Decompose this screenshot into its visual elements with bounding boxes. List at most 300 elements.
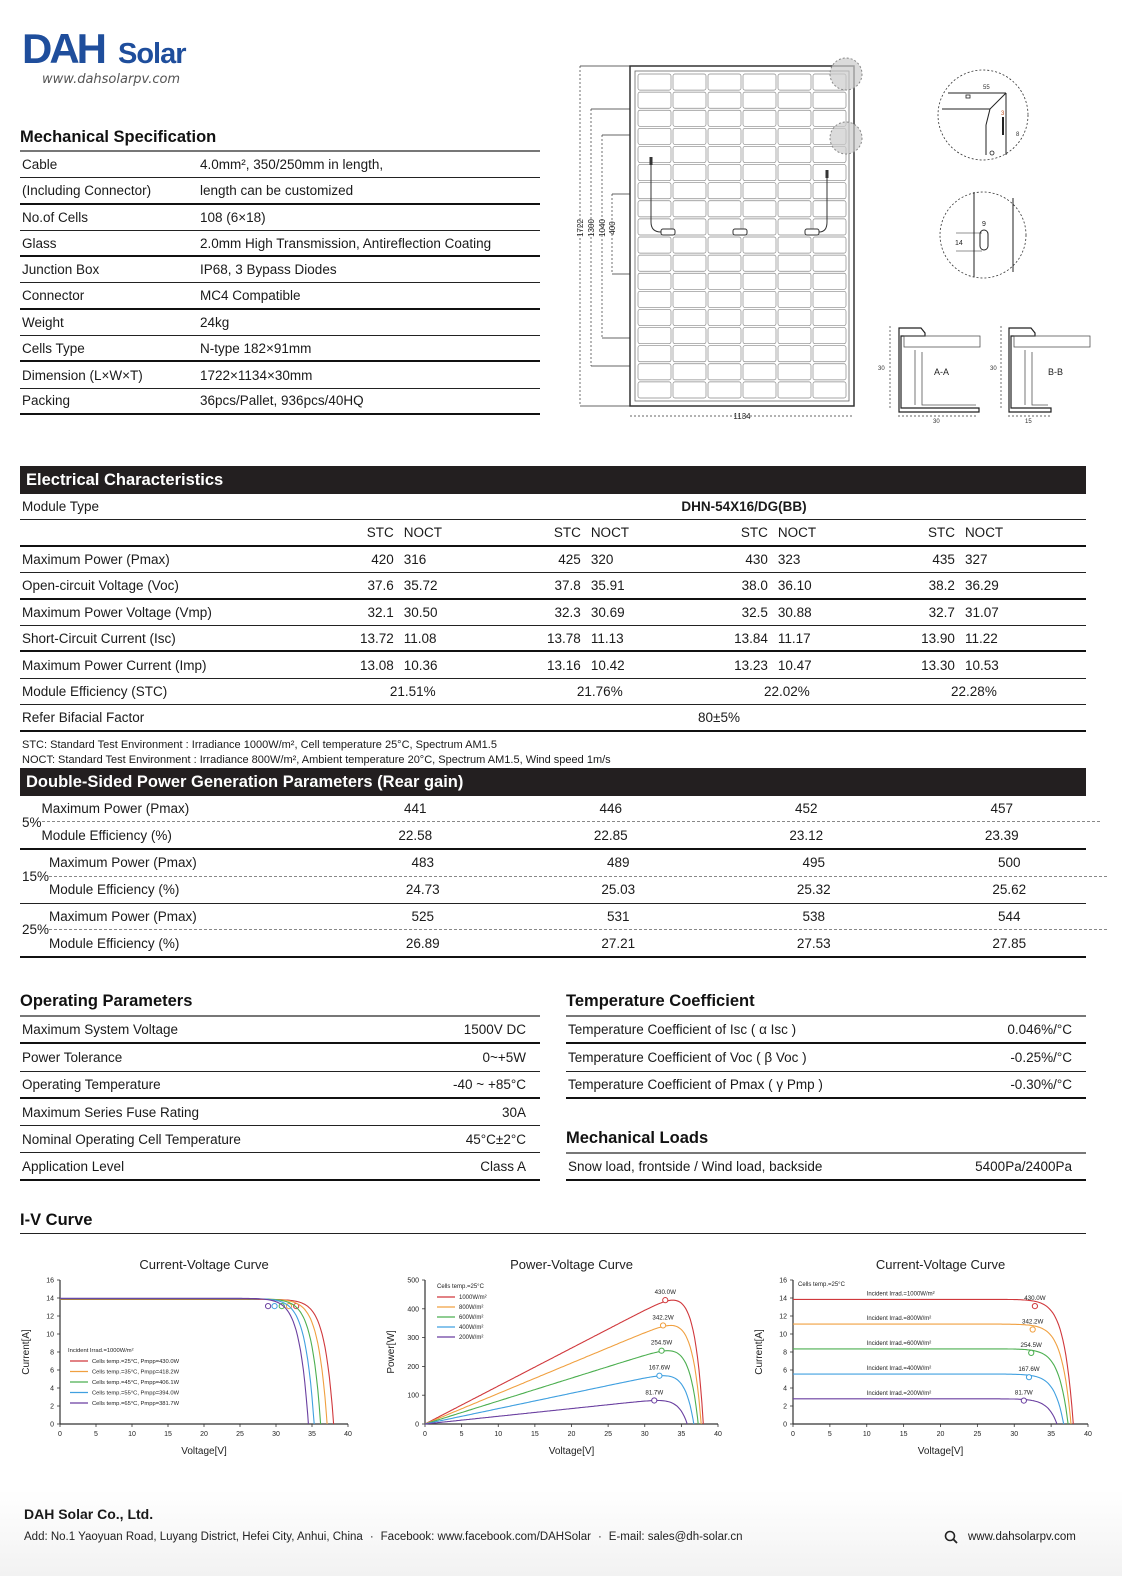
rear-gain-power-label: Maximum Power (Pmax) [49, 908, 197, 924]
y-tick-label: 12 [46, 1313, 54, 1321]
y-tick-label: 100 [407, 1392, 419, 1400]
mpp-marker [1021, 1398, 1026, 1403]
x-tick-label: 0 [423, 1431, 427, 1438]
panel-cell [778, 237, 811, 253]
panel-cell [708, 309, 741, 325]
efficiency-row [20, 679, 1086, 705]
x-tick-label: 15 [899, 1431, 908, 1438]
mpp-marker [660, 1323, 665, 1328]
chart-title: Power-Voltage Curve [510, 1257, 633, 1272]
panel-cell [638, 165, 671, 181]
rear-gain-eff-label: Module Efficiency (%) [41, 827, 172, 843]
panel-cell [778, 128, 811, 144]
stc-header: STC [927, 525, 955, 541]
module-type-label: Module Type [22, 499, 100, 515]
x-tick-label: 35 [677, 1431, 686, 1438]
panel-cell [743, 92, 776, 108]
param-row [20, 1044, 540, 1071]
panel-cell [743, 255, 776, 271]
x-tick-label: 5 [827, 1431, 832, 1438]
y-tick-label: 16 [46, 1277, 54, 1285]
stc-value: 38.2 [928, 577, 955, 593]
stc-value: 32.3 [554, 604, 581, 620]
efficiency-value: 21.76% [576, 683, 623, 699]
mech-spec-row [20, 231, 540, 257]
stc-header: STC [366, 525, 394, 541]
panel-cell [708, 291, 741, 307]
rear-gain-percent: 15% [22, 869, 50, 885]
x-tick-label: 20 [200, 1431, 208, 1438]
frame-detail-drawings [870, 60, 1100, 430]
y-axis-label: Current[A] [754, 1329, 765, 1375]
stc-value: 32.1 [367, 604, 394, 620]
loads-title: Mechanical Loads [566, 1127, 1086, 1154]
panel-cell [778, 273, 811, 289]
stc-value: 13.30 [921, 657, 955, 673]
rear-gain-power-value: 495 [802, 855, 826, 871]
panel-cell [778, 382, 811, 398]
x-tick-label: 20 [936, 1431, 945, 1438]
panel-cell [673, 364, 706, 380]
panel-cell [778, 291, 811, 307]
panel-cell [743, 110, 776, 126]
operating-parameters [20, 990, 540, 1181]
rear-gain-eff-value: 25.03 [601, 882, 636, 898]
param-key: Nominal Operating Cell Temperature [22, 1131, 241, 1147]
x-tick-label: 30 [1010, 1431, 1019, 1438]
param-value: 0~+5W [482, 1049, 526, 1065]
temperature-coefficient [566, 990, 1086, 1099]
mech-spec-value: MC4 Compatible [200, 288, 301, 304]
rear-gain-power-value: 452 [795, 801, 818, 817]
rear-gain-eff-row [49, 930, 1107, 956]
rear-gain-power-value: 457 [990, 801, 1014, 817]
rear-gain-eff-value: 27.21 [601, 935, 636, 951]
rear-gain-power-value: 544 [998, 908, 1021, 924]
x-tick-label: 40 [1084, 1431, 1092, 1438]
stc-value: 32.7 [928, 604, 955, 620]
stc-value: 38.0 [741, 577, 768, 593]
noct-header: NOCT [777, 525, 817, 541]
mpp-marker [1029, 1350, 1034, 1355]
section-aa [878, 326, 980, 425]
logo-suffix: Solar [118, 38, 186, 70]
bb-height: 30 [990, 366, 997, 372]
stc-value: 32.5 [741, 604, 768, 620]
rear-gain-power-value: 531 [607, 908, 630, 924]
x-tick-label: 25 [973, 1431, 982, 1438]
noct-value: 11.13 [590, 630, 624, 646]
panel-drawing [560, 52, 890, 432]
panel-cell [778, 201, 811, 217]
panel-cell [708, 255, 741, 271]
rear-gain-power-row [49, 904, 1107, 930]
rear-gain-power-value: 483 [411, 855, 435, 871]
website-link[interactable]: www.dahsolarpv.com [944, 1530, 1076, 1544]
mpp-marker [659, 1348, 664, 1353]
bifacial-label: Refer Bifacial Factor [22, 709, 145, 725]
mech-spec-key: Cable [22, 157, 58, 173]
stc-value: 13.08 [359, 657, 394, 673]
panel-cell [638, 74, 671, 90]
efficiency-value: 22.28% [951, 683, 997, 699]
noct-value: 35.91 [590, 577, 625, 593]
rear-gain-eff-value: 27.53 [796, 935, 831, 951]
series-label: Incident Irrad.=1000W/m² [866, 1291, 935, 1298]
electrical-title: Electrical Characteristics [20, 466, 1086, 494]
panel-cell [638, 328, 671, 344]
x-axis-label: Voltage[V] [548, 1446, 595, 1457]
corner-detail [938, 70, 1028, 160]
mech-spec-row [20, 178, 540, 204]
mpp-label: 167.6W [648, 1364, 671, 1372]
x-tick-label: 35 [308, 1431, 316, 1438]
panel-cell [813, 201, 846, 217]
y-tick-label: 10 [46, 1331, 54, 1339]
y-tick-label: 500 [407, 1277, 419, 1285]
junction-box [805, 229, 819, 235]
panel-cell [743, 165, 776, 181]
bb-width: 15 [1025, 419, 1032, 425]
y-axis-label: Power[W] [386, 1330, 397, 1374]
mech-spec-key: Packing [22, 393, 71, 409]
mpp-marker [657, 1373, 662, 1378]
mech-spec-key: Junction Box [22, 262, 100, 278]
mpp-marker [272, 1304, 277, 1309]
mech-spec-value: 108 (6×18) [200, 209, 266, 225]
panel-cell [673, 110, 706, 126]
panel-cell [708, 382, 741, 398]
electrical-label: Maximum Power (Pmax) [22, 551, 170, 567]
panel-cell [813, 309, 846, 325]
mpp-label: 430.0W [654, 1289, 676, 1297]
temperature-title: Temperature Coefficient [566, 990, 1086, 1017]
panel-cell [638, 273, 671, 289]
address: Add: No.1 Yaoyuan Road, Luyang District, Hefei City, Anhui, China [24, 1531, 363, 1543]
stc-value: 435 [932, 551, 955, 567]
param-row [566, 1154, 1086, 1181]
rear-gain-power-label: Maximum Power (Pmax) [49, 855, 197, 871]
email-link[interactable]: E-mail: sales@dh-solar.cn [608, 1531, 743, 1543]
mech-spec-value: 24kg [200, 314, 230, 330]
noct-value: 30.88 [777, 604, 812, 620]
noct-value: 30.69 [590, 604, 625, 620]
noct-header: NOCT [403, 525, 442, 541]
panel-cell [813, 273, 846, 289]
y-tick-label: 2 [50, 1403, 54, 1411]
mech-spec-row [20, 310, 540, 336]
bifacial-row [20, 705, 1086, 731]
electrical-row [20, 626, 1086, 652]
series-line [793, 1399, 1057, 1424]
rear-gain-eff-label: Module Efficiency (%) [49, 882, 180, 898]
series-label: Incident Irrad.=200W/m² [866, 1390, 932, 1397]
chart-title: Current-Voltage Curve [139, 1257, 269, 1272]
param-value: 45°C±2°C [465, 1131, 526, 1147]
x-tick-label: 20 [567, 1431, 576, 1438]
stc-value: 430 [745, 551, 768, 567]
module-type-row [20, 494, 1086, 520]
mpp-label: 254.5W [650, 1339, 673, 1347]
stc-header: STC [553, 525, 581, 541]
y-tick-label: 400 [407, 1306, 419, 1314]
panel-cell [673, 291, 706, 307]
x-tick-label: 35 [1047, 1431, 1056, 1438]
panel-cell [708, 74, 741, 90]
panel-cell [638, 364, 671, 380]
stc-value: 37.6 [367, 577, 394, 593]
series-label: Incident Irrad.=600W/m² [866, 1340, 932, 1347]
electrical-row [20, 600, 1086, 626]
legend-entry: 800W/m² [459, 1305, 484, 1311]
y-tick-label: 8 [783, 1349, 787, 1357]
panel-cell [638, 382, 671, 398]
hole-detail [940, 192, 1026, 278]
panel-cell [743, 201, 776, 217]
panel-cell [708, 165, 741, 181]
panel-cell [673, 309, 706, 325]
x-tick-label: 30 [640, 1431, 649, 1438]
param-value: 30A [501, 1104, 526, 1120]
efficiency-value: 22.02% [763, 683, 810, 699]
mpp-label: 167.6W [1018, 1366, 1040, 1374]
chart-iv-irradiance [748, 1252, 1100, 1462]
panel-cell [813, 92, 846, 108]
detail-dim-3: 3 [1001, 111, 1005, 117]
mech-spec-row [20, 152, 540, 178]
panel-cell [638, 110, 671, 126]
x-tick-label: 5 [459, 1431, 464, 1438]
panel-cell [673, 328, 706, 344]
noct-value: 10.47 [777, 657, 812, 673]
x-tick-label: 15 [164, 1431, 172, 1438]
x-tick-label: 30 [272, 1431, 280, 1438]
panel-cell [743, 128, 776, 144]
panel-cell [673, 219, 706, 235]
search-icon [944, 1530, 958, 1544]
section-aa-label: A-A [934, 367, 950, 377]
param-key: Temperature Coefficient of Pmax ( γ Pmp ) [568, 1076, 823, 1092]
legend-entry: 600W/m² [459, 1315, 484, 1321]
mechanical-spec-table [20, 126, 540, 415]
panel-cell [813, 183, 846, 199]
company-logo [22, 25, 222, 92]
y-tick-label: 0 [415, 1421, 419, 1429]
param-value: -40 ~ +85°C [453, 1076, 526, 1092]
panel-cell [813, 346, 846, 362]
panel-cell [638, 146, 671, 162]
y-tick-label: 0 [50, 1421, 54, 1429]
mpp-label: 81.7W [1014, 1389, 1033, 1397]
noct-value: 11.08 [403, 630, 437, 646]
legend-entry: 400W/m² [459, 1325, 484, 1331]
legend-entry: Cells temp.=35°C, Pmpp=418.2W [92, 1369, 180, 1376]
mech-spec-value: 1722×1134×30mm [200, 367, 313, 383]
mpp-label: 430.0W [1024, 1295, 1046, 1303]
legend-entry: Cells temp.=55°C, Pmpp=394.0W [92, 1390, 180, 1397]
panel-cell [743, 382, 776, 398]
electrical-row [20, 573, 1086, 599]
noct-value: 11.22 [964, 630, 998, 646]
rear-gain-power-value: 441 [404, 801, 427, 817]
double-sided-table [20, 768, 1086, 958]
y-tick-label: 4 [50, 1385, 54, 1393]
panel-cell [813, 237, 846, 253]
series-line [425, 1351, 698, 1424]
noct-value: 11.17 [777, 630, 811, 646]
stc-note: STC: Standard Test Environment : Irradiance 1000W/m², Cell temperature 25°C, Spectrum AM1.5 [22, 738, 497, 751]
stc-value: 13.78 [547, 630, 581, 646]
panel-cell [673, 183, 706, 199]
panel-cell [673, 382, 706, 398]
panel-cell [638, 346, 671, 362]
mech-spec-value: 36pcs/Pallet, 936pcs/40HQ [200, 393, 364, 409]
panel-cell [708, 328, 741, 344]
param-value: 1500V DC [463, 1022, 526, 1038]
panel-cell [778, 110, 811, 126]
x-tick-label: 25 [236, 1431, 244, 1438]
panel-cell [638, 309, 671, 325]
detail-dim-14: 14 [955, 240, 963, 247]
panel-cell [778, 183, 811, 199]
legend-entry: Cells temp.=45°C, Pmpp=406.1W [92, 1380, 180, 1386]
panel-cell [743, 346, 776, 362]
y-tick-label: 10 [779, 1331, 787, 1339]
panel-cell [708, 201, 741, 217]
mechanical-spec-title: Mechanical Specification [20, 126, 540, 152]
panel-cell [638, 201, 671, 217]
panel-cell [638, 291, 671, 307]
logo-website: www.dahsolarpv.com [42, 72, 181, 87]
panel-cell [638, 92, 671, 108]
panel-cell [673, 92, 706, 108]
panel-cell [638, 255, 671, 271]
series-label: Incident Irrad.=800W/m² [866, 1316, 932, 1323]
rear-gain-eff-label: Module Efficiency (%) [49, 935, 180, 951]
noct-value: 316 [403, 551, 427, 567]
mech-spec-row [20, 257, 540, 283]
y-tick-label: 0 [783, 1421, 787, 1429]
mpp-marker [1032, 1304, 1037, 1309]
param-row [566, 1017, 1086, 1044]
panel-cell [673, 255, 706, 271]
panel-cell [708, 92, 741, 108]
facebook-link[interactable]: Facebook: www.facebook.com/DAHSolar [380, 1531, 591, 1543]
x-tick-label: 40 [714, 1431, 722, 1438]
param-value: -0.25%/°C [1010, 1049, 1072, 1065]
noct-value: 36.29 [964, 577, 999, 593]
rear-gain-eff-value: 27.85 [992, 935, 1027, 951]
rear-gain-eff-value: 23.39 [984, 827, 1019, 843]
mech-spec-key: Connector [22, 288, 85, 304]
y-tick-label: 6 [783, 1367, 787, 1375]
panel-cell [673, 165, 706, 181]
panel-cell [743, 291, 776, 307]
panel-cell [778, 165, 811, 181]
efficiency-label: Module Efficiency (STC) [22, 683, 168, 699]
stc-value: 13.23 [734, 657, 768, 673]
y-tick-label: 12 [779, 1313, 787, 1321]
rear-gain-eff-value: 26.89 [405, 935, 440, 951]
param-row [566, 1072, 1086, 1099]
mpp-marker [1030, 1327, 1035, 1332]
stc-header: STC [740, 525, 768, 541]
rear-gain-eff-row [49, 877, 1107, 903]
param-row [20, 1099, 540, 1126]
rear-gain-power-value: 538 [802, 908, 826, 924]
dimension-label: 1300 [587, 219, 596, 237]
legend-title: Cells temp.=25°C [798, 1282, 845, 1288]
detail-dim-8: 8 [1016, 132, 1020, 138]
stc-value: 13.84 [734, 630, 768, 646]
mech-spec-row [20, 389, 540, 415]
x-tick-label: 10 [128, 1431, 136, 1438]
panel-cell [708, 183, 741, 199]
stc-noct-header [20, 520, 1086, 546]
x-tick-label: 15 [530, 1431, 539, 1438]
legend-entry: 1000W/m² [459, 1295, 487, 1301]
rear-gain-power-value: 500 [998, 855, 1021, 871]
param-value: 5400Pa/2400Pa [975, 1159, 1072, 1175]
efficiency-value: 21.51% [389, 683, 436, 699]
param-key: Application Level [22, 1158, 125, 1174]
mpp-marker [265, 1304, 270, 1309]
mpp-label: 254.5W [1020, 1341, 1042, 1349]
iv-curve-section [20, 1210, 1086, 1234]
panel-cell [638, 237, 671, 253]
panel-cell [708, 237, 741, 253]
noct-value: 10.36 [403, 657, 438, 673]
mech-spec-row [20, 283, 540, 309]
logo-mark: DAH [22, 25, 104, 72]
contact-line: Add: No.1 Yaoyuan Road, Luyang District, Hefei City, Anhui, China · Facebook: www.facebook.com/DAHSolar · E-mail: sales@dh-solar.cn [24, 1531, 743, 1543]
footer [0, 1490, 1122, 1576]
stc-value: 13.16 [547, 657, 581, 673]
mech-spec-key: No.of Cells [22, 209, 89, 225]
legend-entry: Cells temp.=65°C, Pmpp=381.7W [92, 1401, 180, 1407]
mech-spec-key: Weight [22, 314, 64, 330]
param-key: Maximum System Voltage [22, 1022, 179, 1038]
panel-cell [673, 128, 706, 144]
panel-cell [778, 74, 811, 90]
mpp-label: 342.2W [652, 1314, 674, 1322]
mpp-marker [652, 1398, 657, 1403]
param-key: Power Tolerance [22, 1049, 123, 1065]
panel-cell [673, 273, 706, 289]
chart-pv-irradiance [380, 1252, 730, 1462]
param-key: Snow load, frontside / Wind load, backside [568, 1159, 823, 1175]
param-key: Maximum Series Fuse Rating [22, 1104, 200, 1120]
panel-cell [673, 74, 706, 90]
junction-box [733, 229, 747, 235]
electrical-label: Open-circuit Voltage (Voc) [22, 577, 179, 593]
mech-spec-row [20, 362, 540, 388]
electrical-label: Maximum Power Voltage (Vmp) [22, 604, 212, 620]
rear-gain-percent: 5% [22, 814, 42, 830]
stc-value: 13.90 [921, 630, 955, 646]
noct-value: 30.50 [403, 604, 438, 620]
stc-value: 420 [371, 551, 394, 567]
noct-value: 36.10 [777, 577, 812, 593]
panel-cell [673, 201, 706, 217]
y-tick-label: 14 [779, 1295, 787, 1303]
section-bb-label: B-B [1048, 367, 1064, 377]
rear-gain-eff-value: 25.62 [992, 882, 1027, 898]
electrical-row [20, 547, 1086, 573]
panel-cell [778, 309, 811, 325]
rear-gain-eff-value: 22.85 [593, 827, 628, 843]
y-axis-label: Current[A] [21, 1329, 32, 1375]
